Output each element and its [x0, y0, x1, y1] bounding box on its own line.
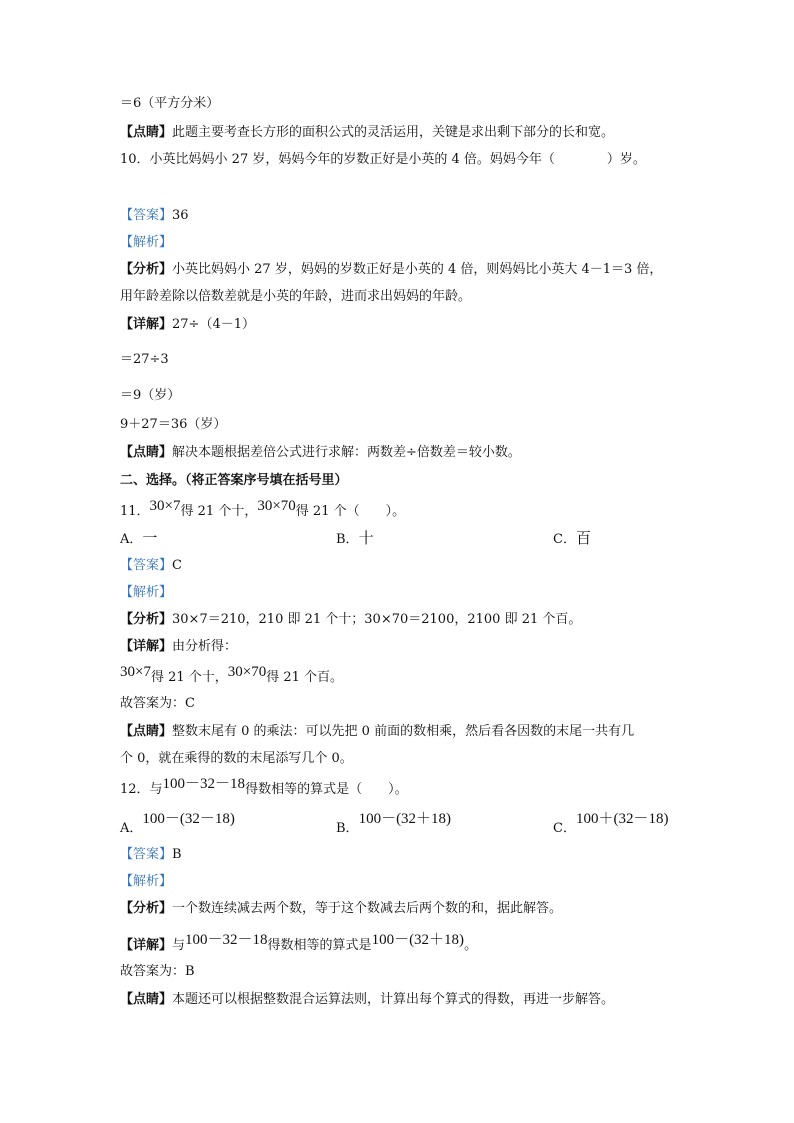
option-text: 一: [142, 529, 158, 547]
detail-text: 。: [464, 938, 478, 953]
q11-detail-line2: [120, 664, 344, 685]
q12-analysis-tag: 【解析】: [120, 874, 173, 889]
answer-value: B: [172, 847, 182, 862]
comment-tag: 【点睛】: [120, 125, 173, 140]
option-text: 百: [575, 529, 591, 547]
option-letter: C．: [553, 821, 576, 836]
detail-text: 得 21 个百。: [266, 670, 344, 685]
option-text: 十: [358, 529, 374, 547]
q12-answer: [120, 848, 182, 861]
detail-text: 与: [172, 938, 186, 953]
option-expression: 100－(32＋18): [358, 811, 452, 827]
option-a: [120, 531, 157, 546]
answer-value: 36: [172, 208, 189, 223]
math-expression: 30×70: [227, 664, 267, 680]
q10-detail-line4: 9＋27＝36（岁）: [120, 417, 227, 432]
comment-tag: 【点睛】: [120, 992, 173, 1007]
math-expression: 30×7: [149, 498, 181, 514]
q12-detail: [120, 932, 478, 953]
q11-detail: [120, 640, 237, 653]
q12-fenxi: [120, 902, 562, 915]
comment-text: 整数末尾有 0 的乘法：可以先把 0 前面的数相乘，然后看各因数的末尾一共有几: [172, 724, 635, 739]
comment-tag: 【点睛】: [120, 445, 173, 460]
option-letter: B．: [336, 821, 359, 836]
question-text: 得数相等的算式是（ ）。: [245, 782, 408, 797]
q11-comment-line1: [120, 725, 634, 738]
detail-tag: 【详解】: [120, 317, 173, 332]
q11-comment-line2: 个 0，就在乘得的数的末尾添写几个 0。: [120, 751, 353, 766]
math-expression: 30×7: [120, 664, 151, 680]
q10-detail-line3: ＝9（岁）: [120, 388, 181, 403]
answer-value: C: [172, 558, 182, 573]
option-letter: B．: [336, 532, 359, 547]
detail-text: 由分析得：: [172, 639, 238, 654]
comment-text: 解决本题根据差倍公式进行求解：两数差÷倍数差＝较小数。: [172, 445, 521, 460]
fenxi-tag: 【分析】: [120, 612, 173, 627]
option-letter: C．: [553, 532, 576, 547]
q12-question: [120, 776, 408, 797]
q12-comment: [120, 993, 614, 1006]
comment-text: 本题还可以根据整数混合运算法则，计算出每个算式的得数，再进一步解答。: [172, 992, 615, 1007]
question-number: 11．: [120, 504, 150, 519]
section-heading: 二、选择。（将正答案序号填在括号里）: [120, 473, 348, 488]
comment-tag: 【点睛】: [120, 724, 173, 739]
option-c: [553, 811, 669, 836]
q11-analysis-tag: 【解析】: [120, 585, 173, 600]
option-expression: 100－(32－18): [142, 811, 235, 827]
math-expression: 100－(32＋18): [371, 932, 465, 948]
option-c: [553, 531, 591, 546]
q11-fenxi: [120, 613, 581, 626]
option-expression: 100＋(32－18): [575, 811, 669, 827]
question-text: 得 21 个十，: [180, 504, 258, 519]
option-b: [336, 811, 452, 836]
option-letter: A．: [120, 821, 143, 836]
q11-question: [120, 498, 406, 519]
q9-result-line: ＝6（平方分米）: [120, 96, 220, 111]
detail-text: 得 21 个十，: [150, 670, 228, 685]
answer-tag: 【答案】: [120, 208, 173, 223]
fenxi-tag: 【分析】: [120, 901, 173, 916]
q11-answer: [120, 559, 182, 572]
answer-tag: 【答案】: [120, 847, 173, 862]
q10-answer: [120, 209, 189, 222]
q10-question: 10．小英比妈妈小 27 岁，妈妈今年的岁数正好是小英的 4 倍。妈妈今年（ ）岁。: [120, 152, 646, 167]
option-letter: A．: [120, 532, 143, 547]
q10-fenxi-line2: 用年龄差除以倍数差就是小英的年龄，进而求出妈妈的年龄。: [120, 289, 472, 304]
q12-conclusion: 故答案为：B: [120, 964, 195, 979]
detail-tag: 【详解】: [120, 938, 173, 953]
q10-fenxi-line1: [120, 263, 662, 276]
math-expression: 100－32－18: [185, 932, 268, 948]
option-b: [336, 531, 374, 546]
detail-text: 得数相等的算式是: [267, 938, 372, 953]
q10-detail-line2: ＝27÷3: [120, 352, 169, 367]
detail-text: 27÷（4－1）: [172, 317, 255, 332]
q11-conclusion: 故答案为：C: [120, 696, 195, 711]
fenxi-text: 小英比妈妈小 27 岁，妈妈的岁数正好是小英的 4 倍，则妈妈比小英大 4－1＝3 倍，: [172, 262, 663, 277]
q10-comment: [120, 446, 521, 459]
question-text: 得 21 个（ ）。: [295, 504, 406, 519]
answer-tag: 【答案】: [120, 558, 173, 573]
fenxi-text: 30×7＝210，210 即 21 个十；30×70＝2100，2100 即 21 个百。: [172, 612, 582, 627]
math-expression: 30×70: [257, 498, 296, 514]
question-number: 12．与: [120, 782, 163, 797]
q9-comment: [120, 126, 614, 139]
comment-text: 此题主要考查长方形的面积公式的灵活运用，关键是求出剩下部分的长和宽。: [172, 125, 615, 140]
fenxi-tag: 【分析】: [120, 262, 173, 277]
q10-detail-line1: [120, 318, 255, 331]
q10-analysis-tag: 【解析】: [120, 235, 173, 250]
fenxi-text: 一个数连续减去两个数，等于这个数减去后两个数的和，据此解答。: [172, 901, 563, 916]
detail-tag: 【详解】: [120, 639, 173, 654]
math-expression: 100－32－18: [162, 776, 246, 792]
option-a: [120, 811, 235, 836]
